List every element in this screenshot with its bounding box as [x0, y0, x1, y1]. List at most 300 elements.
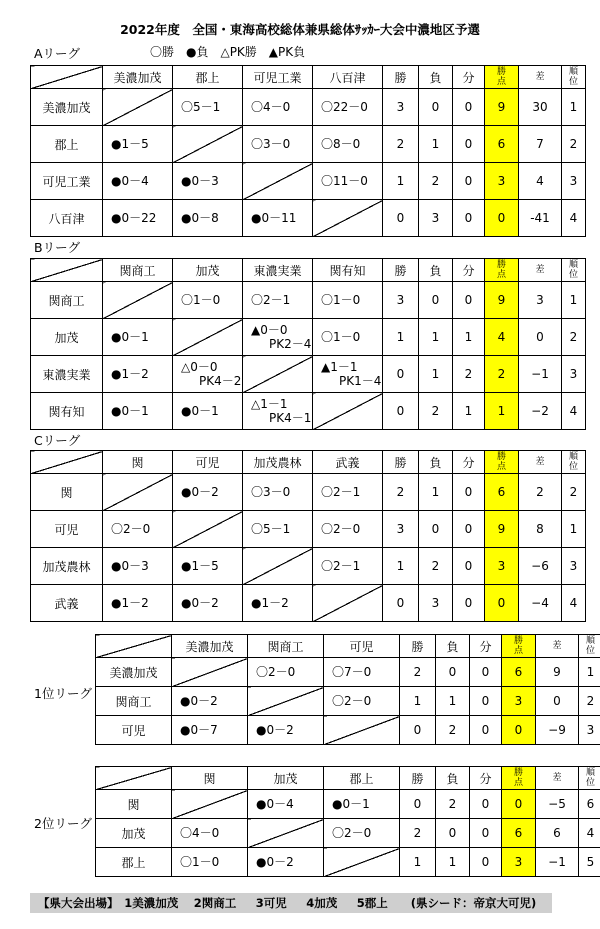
stat-goal-diff: −1	[519, 356, 562, 393]
match-result	[173, 393, 243, 430]
match-result	[172, 687, 248, 716]
stat-goal-diff: 6	[536, 819, 579, 848]
match-score: ●0－1	[181, 404, 219, 418]
stat-goal-diff: −6	[519, 548, 562, 585]
stat-wins: 1	[383, 163, 419, 200]
stat-header: 勝	[383, 451, 419, 474]
stat-rank: 1	[562, 282, 586, 319]
result-legend: 〇勝 ●負 △PK勝 ▲PK負	[150, 45, 306, 59]
stat-losses: 2	[419, 163, 453, 200]
self-match-cell	[173, 319, 243, 356]
match-result	[243, 474, 313, 511]
row-team-name: 武義	[31, 585, 103, 622]
stat-draws: 0	[470, 819, 502, 848]
stat-rank: 3	[562, 356, 586, 393]
self-match-cell	[243, 163, 313, 200]
match-score: 〇22－0	[321, 100, 368, 114]
stat-rank: 2	[562, 474, 586, 511]
match-result	[172, 848, 248, 877]
match-score: ●0－3	[111, 559, 149, 573]
stat-header: 順 位	[562, 451, 586, 474]
stat-points: 0	[502, 790, 536, 819]
stat-goal-diff: −2	[519, 393, 562, 430]
match-result	[173, 548, 243, 585]
stat-wins: 2	[383, 474, 419, 511]
league-label: Aリーグ	[34, 46, 81, 61]
pk-score: PK4－1	[269, 411, 312, 425]
stat-header: 勝 点	[485, 451, 519, 474]
match-score: 〇3－0	[251, 137, 291, 151]
row-team-name: 八百津	[31, 200, 103, 237]
match-score: △0－0	[181, 360, 218, 374]
match-score: ●1－5	[181, 559, 219, 573]
stat-goal-diff: 30	[519, 89, 562, 126]
league-table	[95, 766, 600, 877]
stat-draws: 0	[453, 511, 485, 548]
match-result	[243, 282, 313, 319]
stat-header: 差	[536, 635, 579, 658]
row-team-name: 関	[31, 474, 103, 511]
stat-points: 0	[485, 585, 519, 622]
stat-rank: 4	[579, 819, 600, 848]
column-team-header: 可児	[173, 451, 243, 474]
league-table	[30, 258, 586, 430]
match-result	[243, 319, 313, 356]
stat-points: 6	[502, 819, 536, 848]
match-score: 〇8－0	[321, 137, 361, 151]
self-match-cell	[313, 393, 383, 430]
column-team-header: 関	[103, 451, 173, 474]
match-result	[173, 89, 243, 126]
row-team-name: 郡上	[96, 848, 172, 877]
match-result	[103, 319, 173, 356]
match-result	[313, 319, 383, 356]
pk-score: PK4－2	[199, 374, 242, 388]
match-result	[173, 356, 243, 393]
stat-header: 勝 点	[502, 635, 536, 658]
stat-header: 分	[453, 66, 485, 89]
stat-losses: 1	[419, 474, 453, 511]
stat-points: 0	[485, 200, 519, 237]
stat-draws: 0	[470, 687, 502, 716]
stat-wins: 1	[400, 848, 436, 877]
stat-draws: 0	[453, 548, 485, 585]
match-result	[103, 200, 173, 237]
match-result	[103, 356, 173, 393]
league-label: 1位リーグ	[34, 686, 92, 701]
stat-header: 勝 点	[485, 66, 519, 89]
match-score: ●1－5	[111, 137, 149, 151]
self-match-cell	[243, 356, 313, 393]
stat-header: 勝	[383, 66, 419, 89]
match-result	[248, 716, 324, 745]
column-team-header: 関商工	[248, 635, 324, 658]
match-score: 〇2－0	[332, 826, 372, 840]
match-score: ●0－2	[181, 596, 219, 610]
match-result	[172, 716, 248, 745]
self-match-cell	[172, 658, 248, 687]
stat-goal-diff: 3	[519, 282, 562, 319]
match-score: ●0－1	[111, 330, 149, 344]
column-team-header: 関	[172, 767, 248, 790]
match-score: 〇2－0	[111, 522, 151, 536]
column-team-header: 関有知	[313, 259, 383, 282]
league-label: Cリーグ	[34, 433, 81, 448]
match-result	[243, 511, 313, 548]
stat-draws: 0	[453, 474, 485, 511]
match-result	[103, 548, 173, 585]
column-team-header: 関商工	[103, 259, 173, 282]
stat-rank: 4	[562, 200, 586, 237]
match-result	[103, 585, 173, 622]
stat-wins: 1	[383, 319, 419, 356]
stat-losses: 2	[419, 548, 453, 585]
match-result	[172, 819, 248, 848]
stat-losses: 1	[419, 126, 453, 163]
stat-wins: 0	[383, 200, 419, 237]
match-score: 〇2－1	[321, 559, 361, 573]
stat-goal-diff: 0	[536, 687, 579, 716]
stat-losses: 2	[436, 790, 470, 819]
row-team-name: 郡上	[31, 126, 103, 163]
match-result	[243, 126, 313, 163]
match-result	[103, 126, 173, 163]
row-team-name: 可児	[31, 511, 103, 548]
self-match-cell	[173, 126, 243, 163]
stat-draws: 2	[453, 356, 485, 393]
match-score: ●0－11	[251, 211, 297, 225]
stat-header: 負	[419, 259, 453, 282]
self-match-cell	[313, 585, 383, 622]
stat-points: 6	[485, 126, 519, 163]
match-score: 〇7－0	[332, 665, 372, 679]
match-result	[248, 790, 324, 819]
stat-goal-diff: 8	[519, 511, 562, 548]
row-team-name: 可児工業	[31, 163, 103, 200]
stat-draws: 0	[470, 790, 502, 819]
match-score: ●0－2	[256, 723, 294, 737]
self-match-cell	[243, 548, 313, 585]
league-label: 2位リーグ	[34, 816, 92, 831]
match-result	[173, 200, 243, 237]
match-score: 〇11－0	[321, 174, 368, 188]
stat-wins: 0	[400, 790, 436, 819]
stat-goal-diff: 2	[519, 474, 562, 511]
column-team-header: 東濃実業	[243, 259, 313, 282]
match-score: ●0－4	[256, 797, 294, 811]
match-score: 〇2－0	[332, 694, 372, 708]
league-label: Bリーグ	[34, 240, 81, 255]
corner-cell	[31, 66, 103, 89]
stat-wins: 0	[383, 585, 419, 622]
stat-rank: 3	[562, 163, 586, 200]
match-score: ●1－2	[251, 596, 289, 610]
match-result	[248, 848, 324, 877]
stat-points: 9	[485, 511, 519, 548]
stat-draws: 0	[453, 282, 485, 319]
row-team-name: 加茂	[31, 319, 103, 356]
self-match-cell	[324, 716, 400, 745]
row-team-name: 美濃加茂	[31, 89, 103, 126]
row-team-name: 関	[96, 790, 172, 819]
stat-losses: 1	[419, 319, 453, 356]
match-score: 〇3－0	[251, 485, 291, 499]
stat-draws: 1	[453, 393, 485, 430]
stat-losses: 3	[419, 585, 453, 622]
pk-score: PK1－4	[339, 374, 382, 388]
match-result	[313, 126, 383, 163]
stat-wins: 3	[383, 89, 419, 126]
match-result	[243, 585, 313, 622]
stat-header: 負	[419, 66, 453, 89]
match-score: 〇2－0	[256, 665, 296, 679]
corner-cell	[96, 767, 172, 790]
stat-rank: 2	[562, 319, 586, 356]
stat-goal-diff: −9	[536, 716, 579, 745]
match-score: ●0－2	[180, 694, 218, 708]
stat-points: 3	[502, 848, 536, 877]
stat-draws: 0	[453, 585, 485, 622]
stat-goal-diff: −1	[536, 848, 579, 877]
match-score: ▲0－0	[251, 323, 288, 337]
match-score: ●0－4	[111, 174, 149, 188]
stat-wins: 2	[400, 658, 436, 687]
match-score: ●0－1	[111, 404, 149, 418]
stat-losses: 1	[419, 356, 453, 393]
stat-rank: 1	[579, 658, 600, 687]
column-team-header: 加茂	[248, 767, 324, 790]
row-team-name: 加茂	[96, 819, 172, 848]
match-result	[243, 393, 313, 430]
stat-points: 9	[485, 282, 519, 319]
stat-rank: 1	[562, 511, 586, 548]
match-result	[103, 163, 173, 200]
stat-header: 勝	[400, 635, 436, 658]
stat-goal-diff: 4	[519, 163, 562, 200]
stat-wins: 1	[383, 548, 419, 585]
self-match-cell	[103, 89, 173, 126]
match-result	[324, 658, 400, 687]
stat-header: 負	[419, 451, 453, 474]
match-score: 〇2－1	[251, 293, 291, 307]
stat-header: 分	[453, 259, 485, 282]
prefectural-qualifiers: 【県大会出場】 1美濃加茂 2関商工 3可児 4加茂 5郡上 (県シード：帝京大可児)	[30, 893, 552, 913]
column-team-header: 美濃加茂	[172, 635, 248, 658]
row-team-name: 加茂農林	[31, 548, 103, 585]
pk-score: PK2－4	[269, 337, 312, 351]
self-match-cell	[248, 687, 324, 716]
match-score: ●0－1	[332, 797, 370, 811]
stat-points: 4	[485, 319, 519, 356]
stat-header: 差	[519, 259, 562, 282]
match-score: ●0－22	[111, 211, 157, 225]
stat-wins: 2	[400, 819, 436, 848]
row-team-name: 美濃加茂	[96, 658, 172, 687]
match-score: 〇1－0	[321, 293, 361, 307]
stat-points: 1	[485, 393, 519, 430]
stat-draws: 0	[470, 658, 502, 687]
match-score: 〇5－1	[181, 100, 221, 114]
column-team-header: 美濃加茂	[103, 66, 173, 89]
stat-header: 勝 点	[502, 767, 536, 790]
match-result	[173, 474, 243, 511]
corner-cell	[96, 635, 172, 658]
stat-draws: 1	[453, 319, 485, 356]
stat-draws: 0	[470, 848, 502, 877]
match-score: ●1－2	[111, 596, 149, 610]
column-team-header: 郡上	[324, 767, 400, 790]
stat-rank: 2	[562, 126, 586, 163]
match-score: △1－1	[251, 397, 288, 411]
stat-points: 3	[485, 163, 519, 200]
match-result	[313, 89, 383, 126]
match-score: ●0－8	[181, 211, 219, 225]
match-score: 〇1－0	[180, 855, 220, 869]
stat-header: 分	[470, 767, 502, 790]
match-score: ●0－2	[256, 855, 294, 869]
stat-rank: 3	[579, 716, 600, 745]
column-team-header: 可児工業	[243, 66, 313, 89]
match-score: 〇2－1	[321, 485, 361, 499]
column-team-header: 八百津	[313, 66, 383, 89]
stat-rank: 4	[562, 585, 586, 622]
match-result	[313, 474, 383, 511]
stat-losses: 0	[419, 89, 453, 126]
match-result	[173, 163, 243, 200]
stat-wins: 2	[383, 126, 419, 163]
stat-header: 差	[519, 66, 562, 89]
stat-header: 負	[436, 767, 470, 790]
row-team-name: 東濃実業	[31, 356, 103, 393]
match-score: 〇1－0	[181, 293, 221, 307]
match-result	[324, 687, 400, 716]
page-title: 2022年度 全国・東海高校総体兼県総体ｻｯｶｰ大会中濃地区予選	[120, 22, 480, 37]
column-team-header: 郡上	[173, 66, 243, 89]
stat-header: 順 位	[579, 767, 600, 790]
league-table	[30, 65, 586, 237]
match-result	[173, 585, 243, 622]
match-score: 〇5－1	[251, 522, 291, 536]
match-score: ●1－2	[111, 367, 149, 381]
stat-rank: 5	[579, 848, 600, 877]
row-team-name: 関有知	[31, 393, 103, 430]
stat-goal-diff: -41	[519, 200, 562, 237]
stat-rank: 2	[579, 687, 600, 716]
stat-points: 3	[485, 548, 519, 585]
stat-losses: 1	[436, 848, 470, 877]
stat-header: 順 位	[562, 259, 586, 282]
stat-points: 3	[502, 687, 536, 716]
match-result	[313, 511, 383, 548]
stat-header: 差	[536, 767, 579, 790]
stat-losses: 3	[419, 200, 453, 237]
stat-rank: 3	[562, 548, 586, 585]
match-result	[313, 548, 383, 585]
column-team-header: 加茂農林	[243, 451, 313, 474]
stat-goal-diff: 7	[519, 126, 562, 163]
stat-header: 勝 点	[485, 259, 519, 282]
stat-header: 分	[470, 635, 502, 658]
match-score: 〇4－0	[180, 826, 220, 840]
column-team-header: 加茂	[173, 259, 243, 282]
match-score: 〇4－0	[251, 100, 291, 114]
stat-losses: 0	[419, 282, 453, 319]
corner-cell	[31, 451, 103, 474]
stat-points: 6	[502, 658, 536, 687]
match-score: ▲1－1	[321, 360, 358, 374]
stat-header: 分	[453, 451, 485, 474]
stat-wins: 3	[383, 282, 419, 319]
stat-losses: 0	[436, 658, 470, 687]
stat-points: 2	[485, 356, 519, 393]
stat-header: 勝	[383, 259, 419, 282]
stat-header: 順 位	[579, 635, 600, 658]
stat-rank: 4	[562, 393, 586, 430]
match-result	[313, 356, 383, 393]
match-score: ●0－2	[181, 485, 219, 499]
stat-goal-diff: −5	[536, 790, 579, 819]
stat-draws: 0	[453, 200, 485, 237]
match-score: ●0－7	[180, 723, 218, 737]
match-result	[324, 819, 400, 848]
corner-cell	[31, 259, 103, 282]
match-score: 〇1－0	[321, 330, 361, 344]
stat-header: 順 位	[562, 66, 586, 89]
self-match-cell	[103, 282, 173, 319]
league-table	[95, 634, 600, 745]
stat-losses: 2	[436, 716, 470, 745]
stat-header: 勝	[400, 767, 436, 790]
stat-wins: 0	[383, 356, 419, 393]
match-score: ●0－3	[181, 174, 219, 188]
stat-header: 負	[436, 635, 470, 658]
league-table	[30, 450, 586, 622]
match-result	[248, 658, 324, 687]
self-match-cell	[313, 200, 383, 237]
self-match-cell	[103, 474, 173, 511]
self-match-cell	[173, 511, 243, 548]
match-result	[313, 163, 383, 200]
stat-goal-diff: 9	[536, 658, 579, 687]
stat-points: 6	[485, 474, 519, 511]
match-result	[243, 89, 313, 126]
stat-draws: 0	[453, 89, 485, 126]
stat-rank: 6	[579, 790, 600, 819]
stat-points: 9	[485, 89, 519, 126]
stat-losses: 1	[436, 687, 470, 716]
stat-losses: 0	[436, 819, 470, 848]
stat-draws: 0	[470, 716, 502, 745]
row-team-name: 関商工	[96, 687, 172, 716]
column-team-header: 武義	[313, 451, 383, 474]
stat-points: 0	[502, 716, 536, 745]
match-result	[243, 200, 313, 237]
stat-goal-diff: 0	[519, 319, 562, 356]
stat-losses: 2	[419, 393, 453, 430]
match-score: 〇2－0	[321, 522, 361, 536]
match-result	[313, 282, 383, 319]
stat-goal-diff: −4	[519, 585, 562, 622]
stat-wins: 3	[383, 511, 419, 548]
self-match-cell	[172, 790, 248, 819]
self-match-cell	[248, 819, 324, 848]
stat-wins: 0	[400, 716, 436, 745]
row-team-name: 関商工	[31, 282, 103, 319]
self-match-cell	[324, 848, 400, 877]
stat-draws: 0	[453, 163, 485, 200]
stat-losses: 0	[419, 511, 453, 548]
column-team-header: 可児	[324, 635, 400, 658]
